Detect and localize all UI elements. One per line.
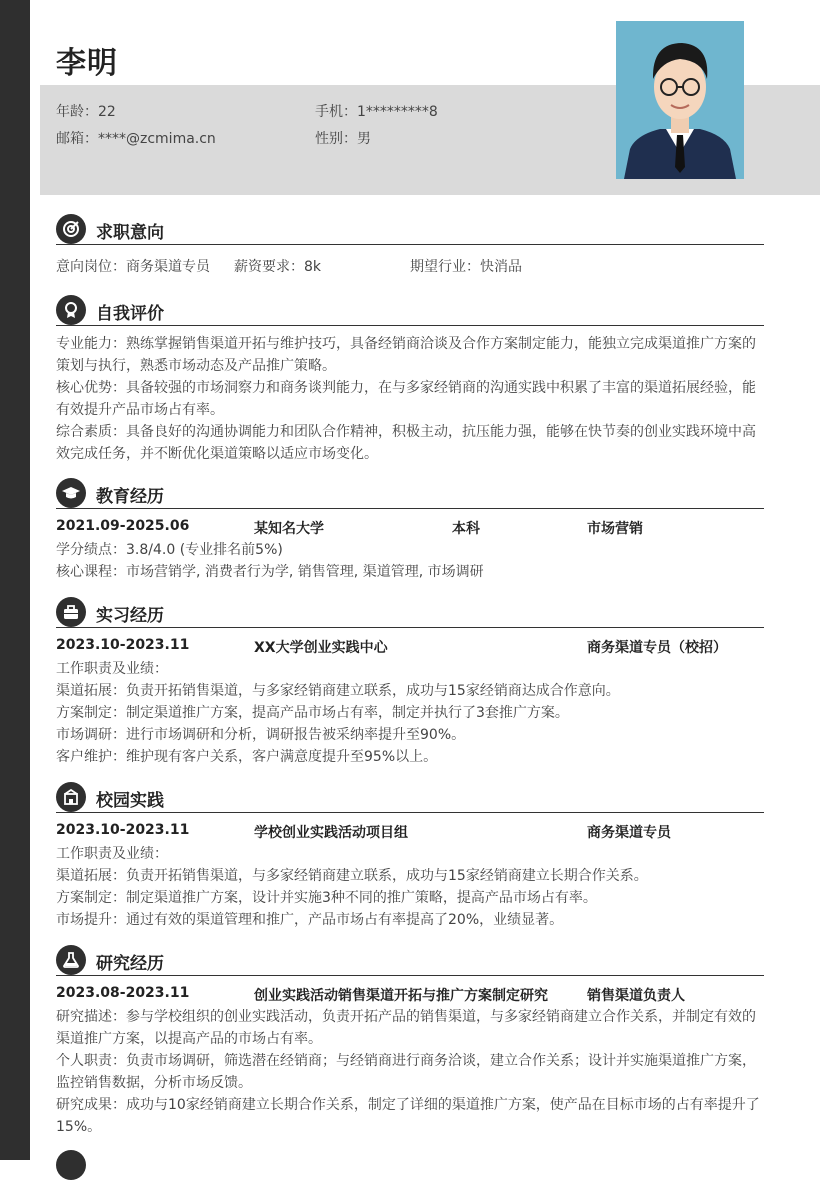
edu-gpa: 学分绩点：3.8/4.0 (专业排名前5%): [56, 542, 283, 558]
intent-row: [56, 245, 764, 275]
section-header: [56, 214, 764, 245]
intent-salary: 薪资要求：8k: [234, 259, 322, 275]
campus-role: 商务渠道专员: [587, 825, 671, 841]
campus-date: 2023.10-2023.11: [56, 822, 190, 838]
campus-line: 市场提升：通过有效的渠道管理和推广，产品市场占有率提高了20%，业绩显著。: [56, 912, 564, 928]
campus-row: [56, 819, 764, 843]
edu-major: 市场营销: [587, 521, 643, 537]
section-header: [56, 597, 764, 628]
award-icon: [56, 295, 86, 325]
education-row: [56, 515, 764, 539]
section-education: [56, 478, 764, 583]
section-header: [56, 945, 764, 976]
profile-photo: [616, 21, 744, 179]
section-title: 自我评价: [96, 304, 164, 324]
self-professional: 专业能力：熟练掌握销售渠道开拓与维护技巧，具备经销商洽谈及合作方案制定能力，能独立完成渠道推广方案的策划与执行，熟悉市场动态及产品推广策略。: [56, 336, 756, 374]
portrait-icon: [616, 21, 744, 179]
intern-org: XX大学创业实践中心: [254, 640, 388, 656]
intern-line: 方案制定：制定渠道推广方案，提高产品市场占有率，制定并执行了3套推广方案。: [56, 705, 569, 721]
research-role: 销售渠道负责人: [587, 988, 685, 1004]
research-date: 2023.08-2023.11: [56, 985, 190, 1001]
edu-courses: 核心课程：市场营销学, 消费者行为学, 销售管理, 渠道管理, 市场调研: [56, 564, 484, 580]
intern-line: 市场调研：进行市场调研和分析，调研报告被采纳率提升至90%。: [56, 727, 466, 743]
self-strength: 核心优势：具备较强的市场洞察力和商务谈判能力，在与多家经销商的沟通实践中积累了丰富的渠道拓展经验，能有效提升产品市场占有率。: [56, 380, 756, 418]
section-header: [56, 478, 764, 509]
target-icon: [56, 214, 86, 244]
section-intent: [56, 214, 764, 275]
section-title: 研究经历: [96, 954, 164, 974]
age-info: 年龄：22: [56, 104, 116, 120]
intent-position: 意向岗位：商务渠道专员: [56, 259, 210, 275]
intent-industry: 期望行业：快消品: [410, 259, 522, 275]
internship-row: [56, 634, 764, 658]
intern-line: 客户维护：维护现有客户关系，客户满意度提升至95%以上。: [56, 749, 438, 765]
gender-info: 性别：男: [315, 131, 371, 147]
research-topic: 创业实践活动销售渠道开拓与推广方案制定研究: [254, 988, 548, 1004]
section-title: 求职意向: [96, 223, 164, 243]
section-title: 实习经历: [96, 606, 164, 626]
intern-line: 渠道拓展：负责开拓销售渠道，与多家经销商建立联系，成功与15家经销商达成合作意向。: [56, 683, 620, 699]
section-campus-practice: [56, 782, 764, 931]
phone-info: 手机：1*********8: [315, 104, 438, 120]
research-result: 研究成果：成功与10家经销商建立长期合作关系，制定了详细的渠道推广方案，使产品在目标市场的占有率提升了15%。: [56, 1097, 760, 1135]
section-header: [56, 295, 764, 326]
flask-icon: [56, 945, 86, 975]
campus-line: 渠道拓展：负责开拓销售渠道，与多家经销商建立联系，成功与15家经销商建立长期合作关系。: [56, 868, 648, 884]
section-internship: [56, 597, 764, 768]
briefcase-icon: [56, 597, 86, 627]
left-sidebar-bar: [0, 0, 30, 1160]
candidate-name: 李明: [56, 46, 118, 81]
campus-line: 工作职责及业绩：: [56, 846, 168, 862]
research-description: 研究描述：参与学校组织的创业实践活动，负责开拓产品的销售渠道，与多家经销商建立合作关系，并制定有效的渠道推广方案，以提高产品的市场占有率。: [56, 1009, 756, 1047]
edu-date: 2021.09-2025.06: [56, 518, 190, 534]
campus-org: 学校创业实践活动项目组: [254, 825, 408, 841]
graduation-cap-icon: [56, 478, 86, 508]
building-icon: [56, 782, 86, 812]
self-quality: 综合素质：具备良好的沟通协调能力和团队合作精神，积极主动，抗压能力强，能够在快节奏的创业实践环境中高效完成任务，并不断优化渠道策略以适应市场变化。: [56, 424, 756, 462]
research-duty: 个人职责：负责市场调研，筛选潜在经销商；与经销商进行商务洽谈，建立合作关系；设计并实施渠道推广方案，监控销售数据，分析市场反馈。: [56, 1053, 756, 1091]
email-info: 邮箱：****@zcmima.cn: [56, 131, 216, 147]
campus-line: 方案制定：制定渠道推广方案，设计并实施3种不同的推广策略，提高产品市场占有率。: [56, 890, 597, 906]
section-research: [56, 945, 764, 1138]
next-section-icon: [56, 1150, 86, 1180]
section-title: 校园实践: [96, 791, 164, 811]
section-self-evaluation: [56, 295, 764, 465]
research-row: [56, 982, 764, 1006]
edu-school: 某知名大学: [254, 521, 324, 537]
intern-role: 商务渠道专员（校招）: [587, 640, 727, 656]
section-title: 教育经历: [96, 487, 164, 507]
section-header: [56, 782, 764, 813]
intern-line: 工作职责及业绩：: [56, 661, 168, 677]
intern-date: 2023.10-2023.11: [56, 637, 190, 653]
edu-degree: 本科: [452, 521, 480, 537]
